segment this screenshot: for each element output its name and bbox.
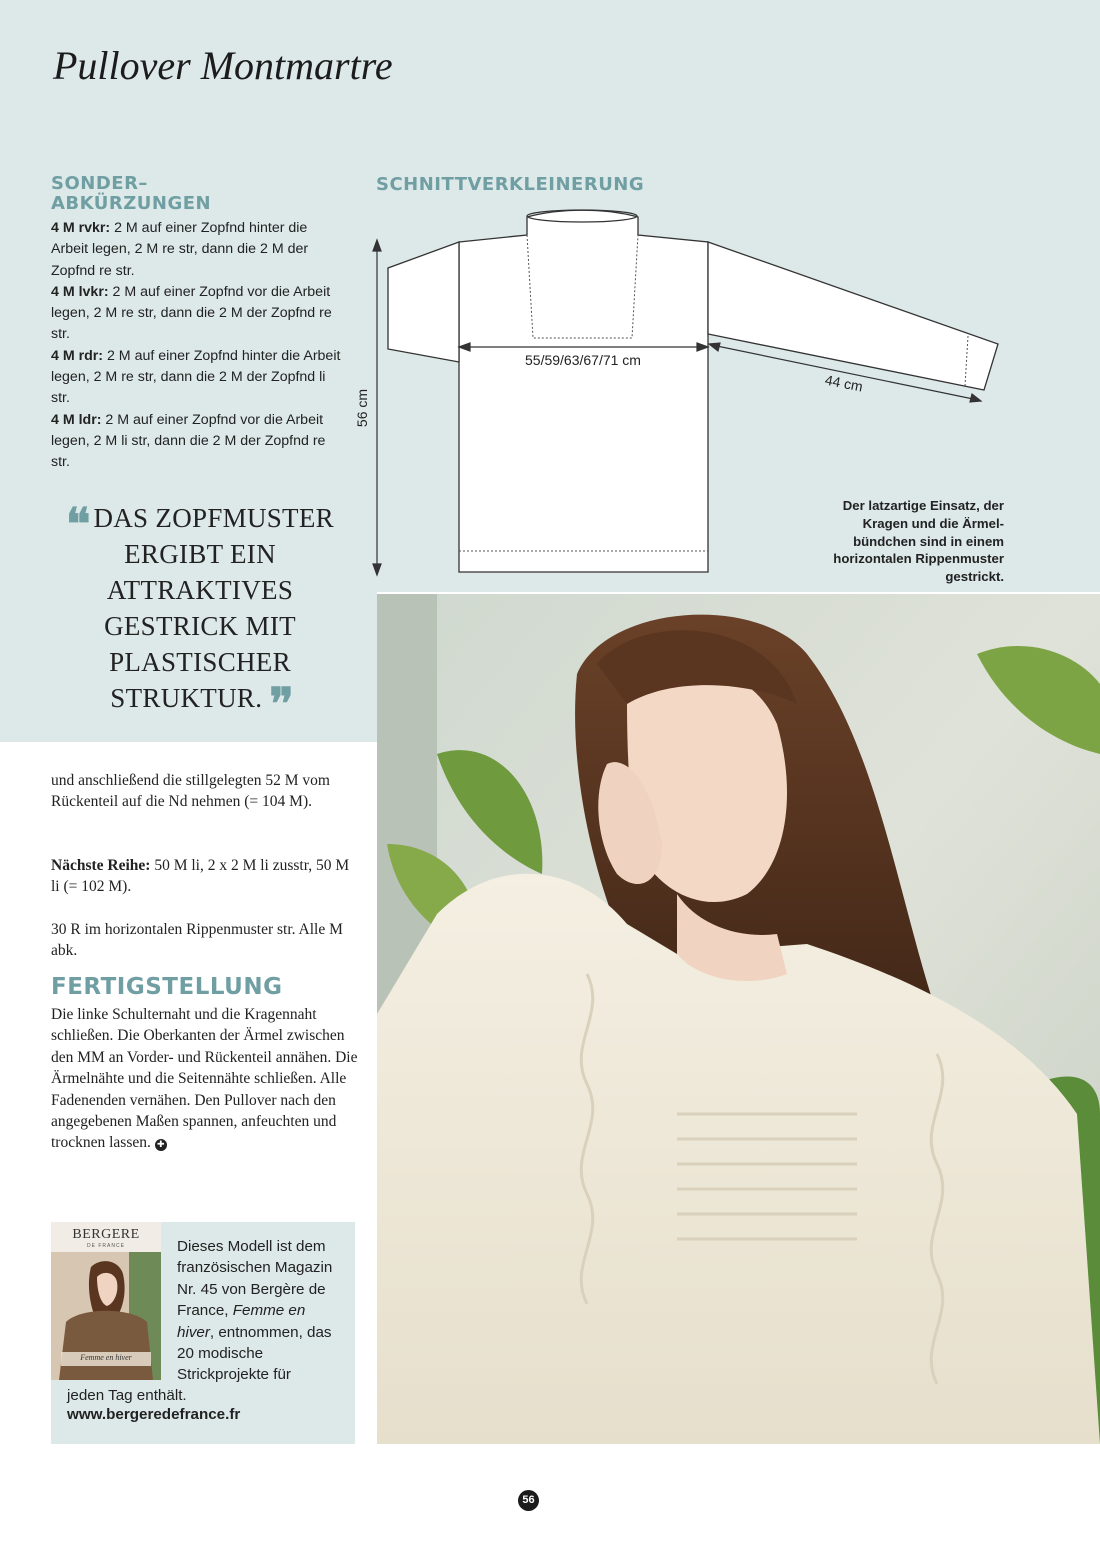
finishing-paragraph bbox=[51, 1004, 361, 1154]
abbreviation-item bbox=[51, 410, 341, 474]
sleeve-length-label: 44 cm bbox=[823, 371, 865, 395]
abbreviation-item bbox=[51, 282, 341, 346]
open-quote-icon: ❛❛ bbox=[66, 500, 87, 549]
credit-text-part: , entnommen, das 20 modische Strickprojekte für bbox=[177, 1323, 332, 1384]
close-quote-icon: ❜❜ bbox=[269, 680, 290, 729]
abbreviation-text: 2 M auf einer Zopfnd vor die Arbeit legen, 2 M li str, dann die 2 M der Zopfnd re str. bbox=[51, 411, 326, 471]
credit-magazine-name: Femme en hiver bbox=[177, 1302, 306, 1341]
height-label: 56 cm bbox=[354, 388, 370, 428]
next-row-text: 50 M li, 2 x 2 M li zusstr, 50 M li (= 102 M). bbox=[51, 857, 350, 896]
schematic-heading: SCHNITTVERKLEINERUNG bbox=[376, 174, 645, 195]
abbreviations-heading-line2: ABKÜRZUNGEN bbox=[51, 193, 212, 214]
width-label: 55/59/63/67/71 cm bbox=[525, 352, 641, 368]
quote-line: ERGIBT EIN bbox=[124, 539, 276, 569]
next-row-label: Nächste Reihe: bbox=[51, 857, 151, 874]
credit-text bbox=[177, 1236, 345, 1386]
page-number: 56 bbox=[518, 1490, 539, 1511]
publisher-link[interactable]: www.bergeredefrance.fr bbox=[67, 1406, 241, 1423]
instruction-paragraph bbox=[51, 855, 361, 898]
page-title: Pullover Montmartre bbox=[53, 43, 393, 88]
abbreviation-text: 2 M auf einer Zopfnd hinter die Arbeit legen, 2 M re str, dann die 2 M der Zopfnd re str. bbox=[51, 220, 309, 279]
abbreviation-item bbox=[51, 346, 341, 410]
schematic-left-sleeve bbox=[388, 242, 459, 362]
finishing-text: Die linke Schulternaht und die Kragennaht schließen. Die Oberkanten der Ärmel zwischen den MM an Vorder- und Rückenteil annähen. Die Ärmelnähte und die Seitennähte schließen. Alle Fadenenden vernähen. Den Pullover nach den angegebenen Maßen spannen, anfeuchten und trocknen lassen. bbox=[51, 1006, 358, 1152]
abbreviations-list bbox=[51, 218, 341, 474]
quote-line: GESTRICK MIT bbox=[104, 611, 296, 641]
abbreviation-term: 4 M ldr: bbox=[51, 411, 102, 428]
magazine-subbrand: DE FRANCE bbox=[87, 1243, 125, 1249]
arrow-right-icon bbox=[970, 394, 981, 402]
abbreviation-term: 4 M rdr: bbox=[51, 347, 104, 364]
abbreviations-heading-line1: SONDER– bbox=[51, 173, 148, 194]
quote-line: ATTRAKTIVES bbox=[106, 575, 294, 605]
schematic-caption: Der latzartige Einsatz, der Kragen und die Ärmel-bündchen sind in einem horizontalen Rippenmuster gestrickt. bbox=[833, 498, 1004, 585]
pull-quote bbox=[55, 500, 345, 729]
abbreviation-text: 2 M auf einer Zopfnd vor die Arbeit legen, 2 M re str, dann die 2 M der Zopfnd re str. bbox=[51, 283, 332, 343]
schematic-right-sleeve bbox=[708, 242, 998, 390]
finishing-heading: FERTIGSTELLUNG bbox=[51, 974, 283, 1000]
abbreviation-text: 2 M auf einer Zopfnd hinter die Arbeit legen, 2 M re str, dann die 2 M der Zopfnd li str. bbox=[51, 347, 341, 407]
magazine-cover bbox=[51, 1222, 161, 1380]
end-mark-icon: ✚ bbox=[155, 1139, 167, 1151]
abbreviation-term: 4 M rvkr: bbox=[51, 220, 111, 236]
model-photo bbox=[377, 594, 1100, 1444]
credit-text-end: jeden Tag enthält. bbox=[67, 1387, 187, 1404]
magazine-brand: BERGERE bbox=[72, 1227, 140, 1242]
quote-line: PLASTISCHER bbox=[109, 647, 291, 677]
abbreviation-item bbox=[51, 218, 341, 282]
arrow-up-icon bbox=[373, 240, 381, 251]
abbreviations-heading bbox=[51, 174, 301, 214]
credit-text-part: Dieses Modell ist dem französischen Magazin Nr. 45 von Bergère de France, bbox=[177, 1238, 333, 1320]
arrow-down-icon bbox=[373, 564, 381, 575]
quote-line: STRUKTUR. bbox=[110, 683, 263, 713]
quote-line: DAS ZOPFMUSTER bbox=[93, 503, 334, 533]
abbreviation-term: 4 M lvkr: bbox=[51, 283, 109, 300]
instruction-paragraph: 30 R im horizontalen Rippenmuster str. Alle M abk. bbox=[51, 921, 343, 960]
instruction-paragraph: und anschließend die stillgelegten 52 M vom Rückenteil auf die Nd nehmen (= 104 M). bbox=[51, 772, 330, 811]
schematic-body bbox=[459, 210, 708, 572]
magazine-title: Femme en hiver bbox=[80, 1353, 132, 1362]
arrow-left-icon bbox=[709, 343, 720, 351]
model-photo-illustration bbox=[377, 594, 1100, 1444]
